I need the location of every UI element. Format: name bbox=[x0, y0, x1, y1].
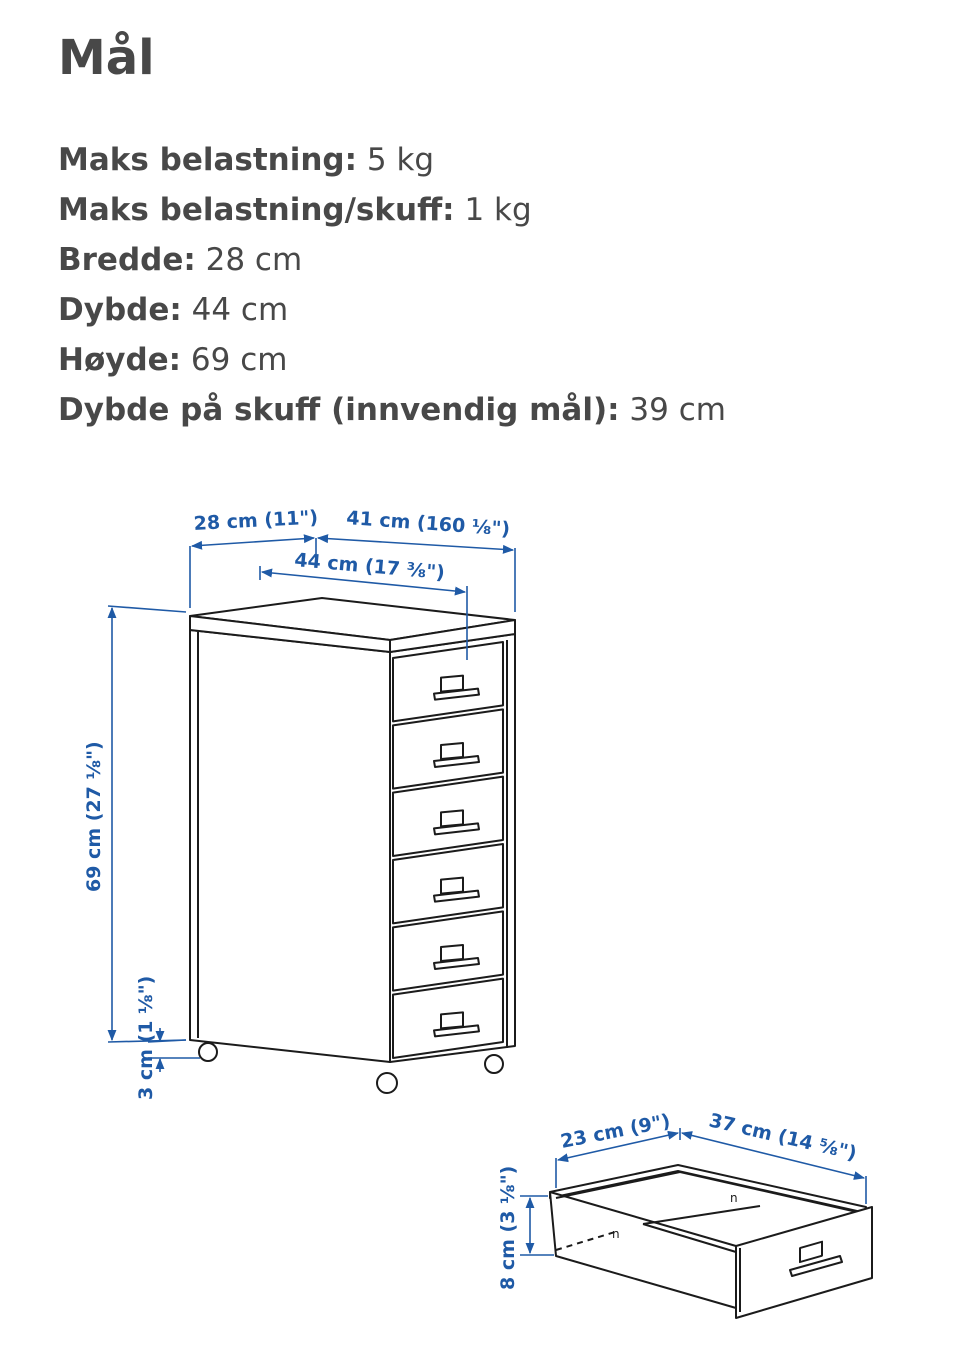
dim-depth-label: 44 cm (17 ⅜") bbox=[293, 549, 446, 585]
caster-wheel bbox=[485, 1055, 503, 1073]
drawer-left-side bbox=[550, 1192, 736, 1308]
spec-drawer-depth bbox=[58, 385, 726, 435]
page-title: Mål bbox=[58, 30, 155, 86]
spec-label: Maks belastning: bbox=[58, 142, 358, 178]
spec-label: Dybde på skuff (innvendig mål): bbox=[58, 392, 620, 428]
spec-label: Maks belastning/skuff: bbox=[58, 192, 455, 228]
dim-depth-outer-label: 41 cm (160 ⅛") bbox=[345, 507, 511, 541]
spec-height bbox=[58, 335, 726, 385]
unit-side-panel bbox=[190, 630, 390, 1062]
dimension-diagram bbox=[0, 480, 960, 1352]
svg-text:n: n bbox=[730, 1191, 738, 1205]
spec-label: Dybde: bbox=[58, 292, 182, 328]
dim-width-label: 28 cm (11") bbox=[193, 506, 319, 535]
spec-max-load-drawer bbox=[58, 185, 726, 235]
spec-label: Bredde: bbox=[58, 242, 196, 278]
dim-height-label: 69 cm (27 ⅛") bbox=[83, 741, 105, 892]
spec-value: 1 kg bbox=[464, 192, 532, 228]
spec-max-load bbox=[58, 135, 726, 185]
single-drawer-drawing bbox=[550, 1165, 872, 1318]
spec-value: 28 cm bbox=[205, 242, 303, 278]
spec-width bbox=[58, 235, 726, 285]
spec-depth bbox=[58, 285, 726, 335]
spec-value: 39 cm bbox=[629, 392, 726, 428]
dim-drawer-width-label: 23 cm (9") bbox=[558, 1110, 673, 1153]
spec-value: 44 cm bbox=[191, 292, 289, 328]
spec-value: 69 cm bbox=[190, 342, 288, 378]
caster-wheel bbox=[377, 1073, 397, 1093]
dim-base-label: 3 cm (1 ⅛") bbox=[135, 975, 157, 1100]
spec-value: 5 kg bbox=[366, 142, 435, 178]
spec-label: Høyde: bbox=[58, 342, 182, 378]
dim-drawer-height-label: 8 cm (3 ⅛") bbox=[497, 1165, 519, 1290]
dim-drawer-depth-label: 37 cm (14 ⅝") bbox=[706, 1109, 859, 1165]
caster-wheel bbox=[199, 1043, 217, 1061]
drawer-unit-drawing bbox=[190, 598, 515, 1093]
spec-list bbox=[58, 135, 726, 435]
drawer-front-panel bbox=[736, 1207, 872, 1318]
svg-text:n: n bbox=[612, 1227, 620, 1241]
